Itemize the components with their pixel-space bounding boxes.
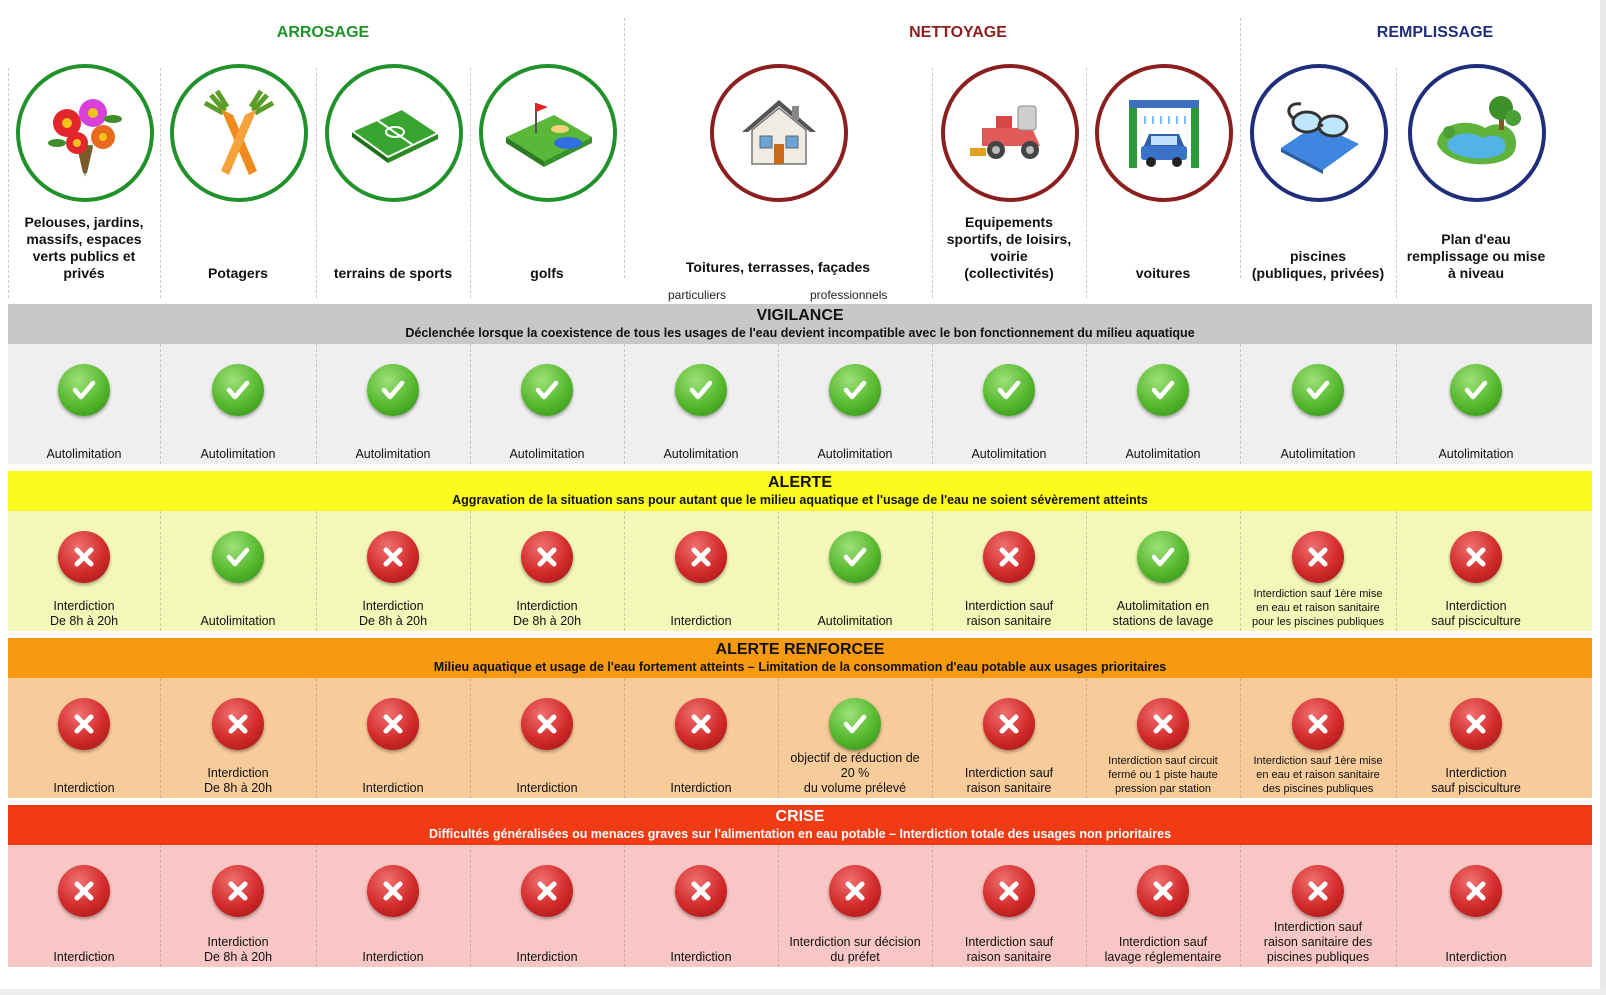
rule-text: Autolimitation <box>817 614 893 628</box>
cross-icon <box>1292 865 1344 917</box>
level-description: Déclenchée lorsque la coexistence de tous les usages de l'eau devient incompatible avec le bon fonctionnement du milieu aquatique <box>405 326 1195 340</box>
usage-potagers <box>160 48 316 298</box>
group-nettoyage-title: NETTOYAGE <box>909 24 1007 41</box>
street-sweeper-icon <box>941 64 1079 202</box>
rule-cell <box>316 845 471 967</box>
cross-icon <box>675 698 727 750</box>
rule-text: Interdiction De 8h à 20h <box>512 599 582 628</box>
usage-header-row <box>8 48 1592 302</box>
usage-label: Equipements sportifs, de loisirs, voirie (collectivités) <box>946 214 1072 281</box>
rule-cell <box>1396 344 1556 464</box>
rule-text: Interdiction <box>362 950 424 964</box>
rule-text: Autolimitation <box>1438 447 1514 461</box>
level-cells <box>8 678 1592 798</box>
rule-cell <box>778 678 933 798</box>
swimming-goggles-icon <box>1250 64 1388 202</box>
car-wash-icon <box>1095 64 1233 202</box>
rule-text: Interdiction sauf circuit fermé ou 1 piste haute pression par station <box>1108 755 1218 795</box>
rule-cell <box>624 511 779 631</box>
rule-text: Interdiction <box>516 781 578 795</box>
rule-text: Interdiction <box>670 614 732 628</box>
rule-text: Autolimitation <box>509 447 585 461</box>
level-cells <box>8 344 1592 464</box>
rule-cell <box>1086 678 1241 798</box>
rule-cell <box>1396 678 1556 798</box>
level-description: Milieu aquatique et usage de l'eau fortement atteints – Limitation de la consommation d'eau potable aux usages prioritaires <box>433 660 1167 674</box>
cross-icon <box>521 698 573 750</box>
cross-icon <box>1450 698 1502 750</box>
rule-cell <box>1086 344 1241 464</box>
rule-cell <box>1086 845 1241 967</box>
cross-icon <box>829 865 881 917</box>
level-band <box>8 471 1592 511</box>
cross-icon <box>367 865 419 917</box>
rule-text: objectif de réduction de 20 % du volume prélevé <box>790 751 920 795</box>
rule-text: Interdiction <box>670 781 732 795</box>
cross-icon <box>367 698 419 750</box>
usage-voitures <box>1086 48 1240 298</box>
usage-label: Plan d'eau remplissage ou mise à niveau <box>1406 231 1546 281</box>
cross-icon <box>521 531 573 583</box>
rule-text: Interdiction sauf 1ère mise en eau et raison sanitaire des piscines publiques <box>1253 755 1383 795</box>
rule-text: Interdiction <box>362 781 424 795</box>
usage-label: golfs <box>530 265 564 281</box>
rule-cell <box>932 845 1087 967</box>
rule-cell <box>160 845 317 967</box>
cross-icon <box>983 531 1035 583</box>
rule-cell <box>316 344 471 464</box>
level-description: Difficultés généralisées ou menaces graves sur l'alimentation en eau potable – Interdiction totale des usages non prioritaires <box>428 827 1172 841</box>
cross-icon <box>58 865 110 917</box>
level-crise <box>8 805 1592 967</box>
usage-piscines <box>1240 48 1396 298</box>
rule-cell <box>1240 678 1397 798</box>
rule-text: Interdiction De 8h à 20h <box>203 935 273 964</box>
usage-label: voitures <box>1135 265 1191 281</box>
carrots-icon <box>170 64 308 202</box>
level-description: Aggravation de la situation sans pour autant que le milieu aquatique et l'usage de l'eau ne soient sévèrement atteints <box>452 493 1148 507</box>
rule-text: Autolimitation <box>971 447 1047 461</box>
rule-text: Interdiction sauf 1ère mise en eau et raison sanitaire pour les piscines publiques <box>1251 588 1385 628</box>
rule-text: Interdiction sauf pisciculture <box>1431 766 1521 795</box>
rule-text: Autolimitation en stations de lavage <box>1112 599 1214 628</box>
rule-cell <box>624 678 779 798</box>
rule-text: Autolimitation <box>200 614 276 628</box>
golf-course-icon <box>479 64 617 202</box>
rule-cell <box>470 344 625 464</box>
rule-text: Interdiction <box>670 950 732 964</box>
rule-cell <box>1240 845 1397 967</box>
rule-cell <box>470 511 625 631</box>
sublabel-particuliers: particuliers <box>668 288 727 302</box>
cross-icon <box>1137 865 1189 917</box>
usage-label: Toitures, terrasses, façades <box>685 259 871 275</box>
checkmark-icon <box>829 698 881 750</box>
rule-text: Interdiction sauf pisciculture <box>1431 599 1521 628</box>
rule-cell <box>624 845 779 967</box>
level-cells <box>8 845 1592 967</box>
pond-icon <box>1408 64 1546 202</box>
level-band <box>8 304 1592 344</box>
usage-terrains-de-sports <box>316 48 470 298</box>
checkmark-icon <box>58 364 110 416</box>
rule-text: Autolimitation <box>46 447 122 461</box>
rule-cell <box>8 344 161 464</box>
rule-text: Interdiction <box>53 950 115 964</box>
group-remplissage-title: REMPLISSAGE <box>1376 24 1494 41</box>
rule-text: Autolimitation <box>1280 447 1356 461</box>
rule-text: Interdiction De 8h à 20h <box>358 599 428 628</box>
rule-cell <box>932 678 1087 798</box>
rule-text: Autolimitation <box>1125 447 1201 461</box>
usage-label: terrains de sports <box>333 265 453 281</box>
rule-cell <box>316 511 471 631</box>
cross-icon <box>1292 698 1344 750</box>
rule-cell <box>932 344 1087 464</box>
rule-text: Interdiction sauf raison sanitaire <box>964 935 1054 964</box>
rule-cell <box>778 344 933 464</box>
rule-cell <box>470 845 625 967</box>
rule-cell <box>1396 845 1556 967</box>
checkmark-icon <box>829 531 881 583</box>
checkmark-icon <box>1137 364 1189 416</box>
level-alerte-renforcee <box>8 638 1592 798</box>
cross-icon <box>58 531 110 583</box>
checkmark-icon <box>675 364 727 416</box>
rule-cell <box>1240 511 1397 631</box>
cross-icon <box>212 865 264 917</box>
cross-icon <box>1450 865 1502 917</box>
frame-edge <box>1600 0 1606 995</box>
usage-groups <box>8 18 1592 48</box>
house-icon <box>710 64 848 202</box>
flower-bouquet-icon <box>16 64 154 202</box>
level-band <box>8 638 1592 678</box>
rule-text: Autolimitation <box>817 447 893 461</box>
usage-pelouses <box>8 48 160 298</box>
rule-cell <box>1240 344 1397 464</box>
rule-cell <box>470 678 625 798</box>
checkmark-icon <box>521 364 573 416</box>
rule-cell <box>1396 511 1556 631</box>
cross-icon <box>675 531 727 583</box>
cross-icon <box>675 865 727 917</box>
sublabel-professionnels: professionnels <box>810 288 888 302</box>
usage-golfs <box>470 48 624 298</box>
rule-text: Interdiction sauf raison sanitaire <box>964 599 1054 628</box>
rule-cell <box>8 845 161 967</box>
frame-edge <box>0 989 1606 995</box>
cross-icon <box>212 698 264 750</box>
checkmark-icon <box>1450 364 1502 416</box>
usage-plan-d-eau <box>1396 48 1556 298</box>
rule-text: Interdiction De 8h à 20h <box>49 599 119 628</box>
usage-label: Potagers <box>208 265 268 281</box>
rule-text: Interdiction sauf raison sanitaire <box>964 766 1054 795</box>
level-vigilance <box>8 304 1592 464</box>
checkmark-icon <box>1292 364 1344 416</box>
rule-text: Interdiction sauf lavage réglementaire <box>1104 935 1222 964</box>
rule-text: Autolimitation <box>200 447 276 461</box>
sports-field-icon <box>325 64 463 202</box>
rule-cell <box>778 511 933 631</box>
rule-text: Interdiction De 8h à 20h <box>203 766 273 795</box>
rule-cell <box>1086 511 1241 631</box>
level-band <box>8 805 1592 845</box>
usage-equipements <box>932 48 1086 298</box>
cross-icon <box>1450 531 1502 583</box>
rule-text: Interdiction sur décision du préfet <box>789 935 921 964</box>
rule-text: Interdiction <box>53 781 115 795</box>
rule-text: Interdiction sauf raison sanitaire des piscines publiques <box>1263 920 1373 964</box>
level-alerte <box>8 471 1592 631</box>
rule-cell <box>8 678 161 798</box>
cross-icon <box>1292 531 1344 583</box>
level-title: CRISE <box>775 808 825 825</box>
rule-cell <box>624 344 779 464</box>
cross-icon <box>367 531 419 583</box>
rule-text: Autolimitation <box>663 447 739 461</box>
rule-text: Autolimitation <box>355 447 431 461</box>
checkmark-icon <box>1137 531 1189 583</box>
rule-cell <box>8 511 161 631</box>
usage-label: piscines (publiques, privées) <box>1251 248 1385 281</box>
rule-cell <box>160 511 317 631</box>
level-title: ALERTE <box>768 474 832 491</box>
level-cells <box>8 511 1592 631</box>
rule-cell <box>160 678 317 798</box>
rule-text: Interdiction <box>516 950 578 964</box>
level-title: ALERTE RENFORCEE <box>715 641 885 658</box>
cross-icon <box>58 698 110 750</box>
rule-cell <box>778 845 933 967</box>
cross-icon <box>521 865 573 917</box>
cross-icon <box>1137 698 1189 750</box>
rule-text: Interdiction <box>1445 950 1507 964</box>
level-title: VIGILANCE <box>756 307 844 324</box>
checkmark-icon <box>367 364 419 416</box>
rule-cell <box>316 678 471 798</box>
usage-label: Pelouses, jardins, massifs, espaces verts publics et privés <box>24 214 144 281</box>
usage-toitures <box>624 48 932 302</box>
rule-cell <box>160 344 317 464</box>
cross-icon <box>983 698 1035 750</box>
cross-icon <box>983 865 1035 917</box>
checkmark-icon <box>212 531 264 583</box>
rule-cell <box>932 511 1087 631</box>
checkmark-icon <box>983 364 1035 416</box>
checkmark-icon <box>212 364 264 416</box>
checkmark-icon <box>829 364 881 416</box>
group-arrosage-title: ARROSAGE <box>276 24 370 41</box>
